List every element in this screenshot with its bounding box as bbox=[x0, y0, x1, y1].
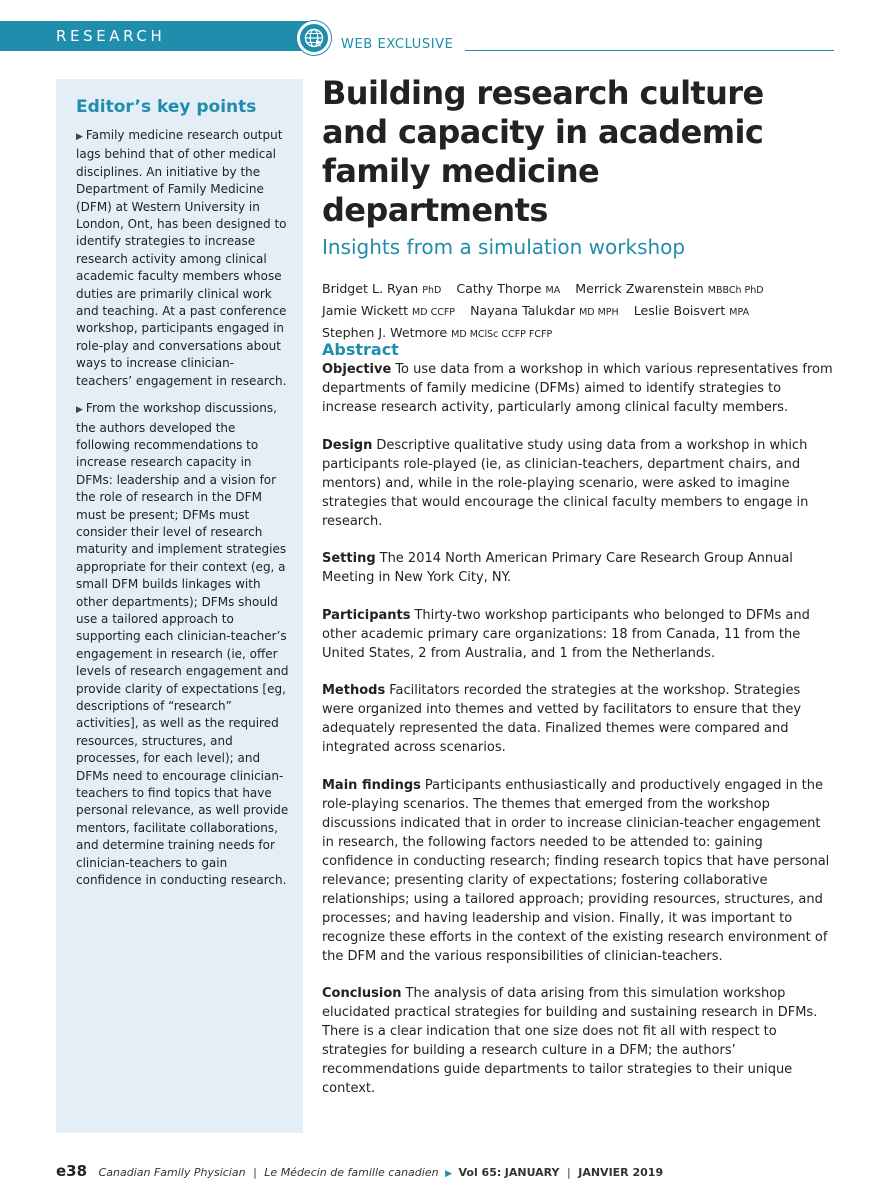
footer-separator: | bbox=[567, 1166, 571, 1179]
header-rule bbox=[465, 50, 834, 51]
key-points-sidebar bbox=[56, 79, 303, 1133]
article-subtitle: Insights from a simulation workshop bbox=[322, 235, 686, 259]
journal-name-en: Canadian Family Physician bbox=[98, 1166, 246, 1179]
abstract-section-participants: Participants Thirty-two workshop participants who belonged to DFMs and other academic primary care organizations: 18 from Canada, 11 from the United States, 2 from Australia, and 1 from the Netherlands. bbox=[322, 607, 810, 661]
author: Stephen J. Wetmore MD MClSc CCFP FCFP bbox=[322, 325, 553, 340]
author: Nayana Talukdar MD MPH bbox=[470, 303, 619, 318]
author: Cathy Thorpe MA bbox=[456, 281, 561, 296]
journal-name-fr: Le Médecin de famille canadien bbox=[264, 1166, 439, 1179]
author: Bridget L. Ryan PhD bbox=[322, 281, 442, 296]
abstract-body bbox=[322, 360, 834, 1117]
article-title: Building research culture and capacity in academic family medicine departments bbox=[322, 74, 764, 229]
key-point: ▶ From the workshop discussions, the authors developed the following recommendations to increase research capacity in DFMs: leadership and a vision for the role of research in the DFM must be present; DFMs must consider their level of research maturity and implement strategies appropriate for their context (eg, a small DFM builds linkages with other departments); DFMs should use a tailored approach to supporting each clinician-teacher’s engagement in research (ie, offer levels of research engagement and provide clarity of expectations [eg, descriptions of “research” activities], as well as the required resources, structures, and processes, for each level); and DFMs need to encourage clinician-teachers to find topics that have personal relevance, as well provide mentors, facilitate collaborations, and determine training needs for clinician-teachers to gain confidence in conducting research. bbox=[76, 401, 289, 888]
bullet-arrow-icon: ▶ bbox=[76, 132, 83, 142]
abstract-heading: Abstract bbox=[322, 340, 399, 359]
key-point: ▶ Family medicine research output lags behind that of other medical disciplines. An initiative by the Department of Family Medicine (DFM) at Western University in London, Ont, has been designed to identify strategies to increase research activity among clinical academic faculty members whose duties are primarily clinical work and teaching. At a past conference workshop, participants engaged in role-play and conversations about ways to increase clinician-teachers’ engagement in research. bbox=[76, 128, 287, 388]
abstract-section-design: Design Descriptive qualitative study using data from a workshop in which participants role-played (ie, as clinician-teachers, department chairs, and mentors) and, while in the role-playing scenario, were asked to imagine strategies that would encourage the clinical faculty members to engage in research. bbox=[322, 437, 809, 529]
footer-arrow-icon: ▶ bbox=[445, 1169, 452, 1179]
web-exclusive-badge: WEB EXCLUSIVE bbox=[341, 37, 454, 52]
issue-month-en: JANUARY bbox=[504, 1166, 560, 1179]
key-points-list bbox=[76, 127, 290, 899]
issue-month-fr: JANVIER 2019 bbox=[578, 1166, 664, 1179]
author: Leslie Boisvert MPA bbox=[633, 303, 750, 318]
page-footer bbox=[56, 1162, 663, 1180]
author-list bbox=[322, 279, 834, 345]
page-number: e38 bbox=[56, 1162, 88, 1180]
author: Merrick Zwarenstein MBBCh PhD bbox=[575, 281, 764, 296]
abstract-section-main-findings: Main findings Participants enthusiastically and productively engaged in the role-playing scenarios. The themes that emerged from the workshop discussions indicated that in order to increase clinician-teacher engagement in research, the following factors needed to be attended to: gaining confidence in conducting research; finding research topics that have personal relevance; presenting clarity of expectations; fostering collaborative relationships; using a tailored approach; providing resources, structures, and processes; and having leadership and vision. Finally, it was important to recognize these efforts in the context of the existing research environment of the DFM and the various responsibilities of clinician-teachers. bbox=[322, 777, 830, 964]
abstract-section-setting: Setting The 2014 North American Primary Care Research Group Annual Meeting in New York City, NY. bbox=[322, 551, 793, 585]
sidebar-title: Editor’s key points bbox=[76, 97, 257, 117]
abstract-section-conclusion: Conclusion The analysis of data arising from this simulation workshop elucidated practical strategies for building and sustaining research in DFMs. There is a clear indication that one size does not fit all with respect to strategies for building a research culture in a DFM; the authors’ recommendations guide departments to tailor strategies to their unique context. bbox=[322, 986, 818, 1096]
abstract-section-methods: Methods Facilitators recorded the strategies at the workshop. Strategies were organized into themes and vetted by facilitators to ensure that they adequately represented the data. Finalized themes were compared and integrated across scenarios. bbox=[322, 683, 802, 755]
bullet-arrow-icon: ▶ bbox=[76, 405, 83, 416]
globe-icon bbox=[297, 21, 331, 55]
article-header bbox=[322, 74, 834, 345]
volume: Vol 65: bbox=[458, 1166, 502, 1179]
author: Jamie Wickett MD CCFP bbox=[322, 303, 456, 318]
footer-separator: | bbox=[253, 1166, 257, 1179]
abstract-section-objective: Objective To use data from a workshop in which various representatives from departments of family medicine (DFMs) aimed to identify strategies to increase research activity, particularly among clinical faculty members. bbox=[322, 362, 833, 415]
section-label: RESEARCH bbox=[56, 27, 166, 45]
